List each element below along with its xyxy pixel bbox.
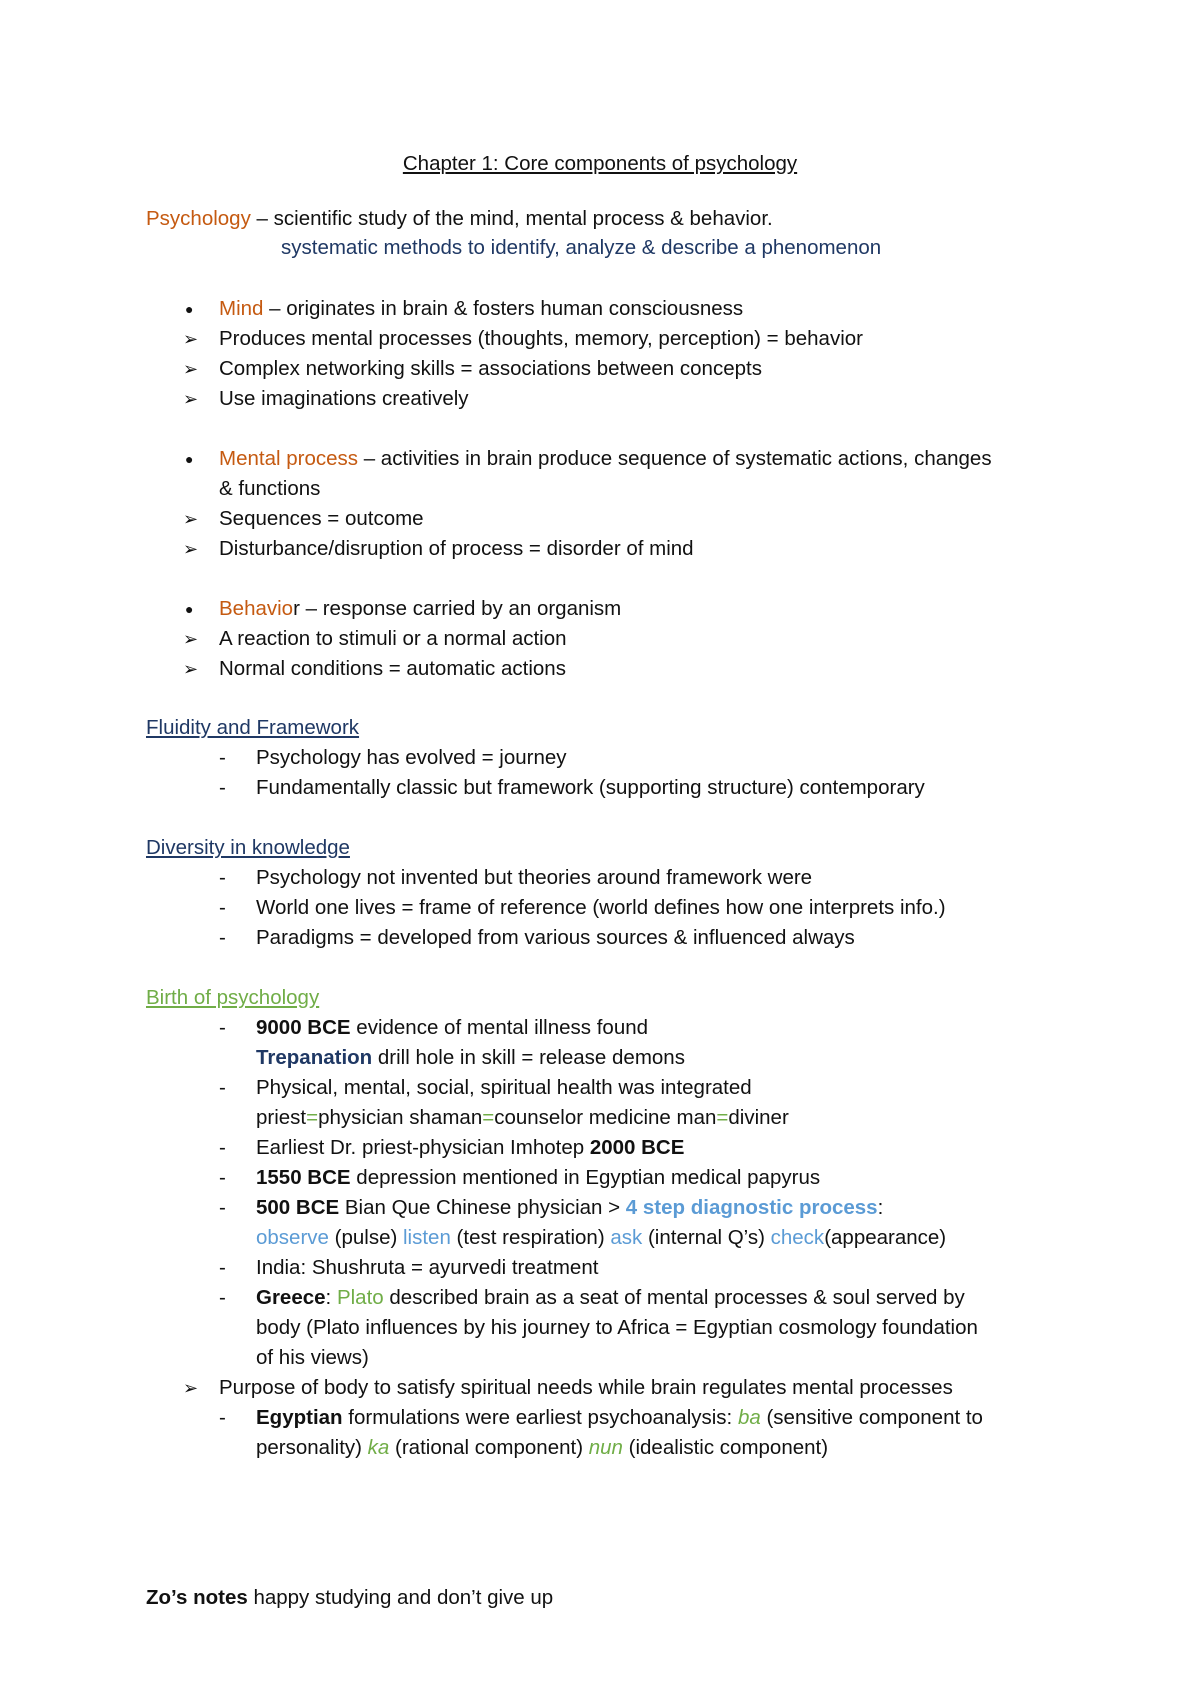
- egyptian-formulations: [256, 1406, 983, 1430]
- birth-item-integrated: Physical, mental, social, spiritual health was integrated: [256, 1076, 752, 1099]
- trepanation-term: Trepanation: [256, 1046, 373, 1069]
- item-text: described brain as a seat of mental processes & soul served by: [383, 1286, 965, 1309]
- dash-bullet: -: [219, 1076, 226, 1099]
- mental-process-definition: [219, 447, 992, 471]
- birth-item-500bce: [256, 1196, 883, 1220]
- mind-point: Produces mental processes (thoughts, memory, perception) = behavior: [219, 327, 863, 350]
- step-note: (internal Q’s): [642, 1226, 771, 1249]
- birth-item-imhotep: [256, 1136, 684, 1160]
- birth-item-greece-cont: body (Plato influences by his journey to Africa = Egyptian cosmology foundation: [256, 1316, 978, 1339]
- dash-bullet: -: [219, 1286, 226, 1309]
- item-text: evidence of mental illness found: [350, 1016, 649, 1039]
- birth-item-roles: [256, 1106, 789, 1130]
- ka-term: ka: [367, 1436, 390, 1459]
- arrow-bullet-icon: ➢: [183, 359, 199, 379]
- role-text: diviner: [728, 1106, 789, 1129]
- item-text: :: [877, 1196, 884, 1219]
- equals-sign: =: [716, 1106, 729, 1129]
- arrow-bullet-icon: ➢: [183, 629, 199, 649]
- behavior-def: – response carried by an organism: [299, 597, 622, 620]
- dash-bullet: -: [219, 1016, 226, 1039]
- birth-heading: Birth of psychology: [146, 986, 320, 1009]
- bullet-icon: ●: [185, 451, 194, 467]
- mental-process-def: – activities in brain produce sequence of systematic actions, changes: [358, 447, 992, 470]
- item-text: formulations were earliest psychoanalysis:: [342, 1406, 738, 1429]
- behavior-term-tail: r: [293, 597, 300, 620]
- dash-bullet: -: [219, 866, 226, 889]
- psychology-term: Psychology: [146, 207, 251, 230]
- footer-author: Zo’s notes: [146, 1586, 248, 1609]
- psychology-def: – scientific study of the mind, mental process & behavior.: [250, 207, 773, 230]
- diversity-point: Paradigms = developed from various sources & influenced always: [256, 926, 855, 949]
- arrow-bullet-icon: ➢: [183, 539, 199, 559]
- mind-def: – originates in brain & fosters human consciousness: [263, 297, 744, 320]
- role-text: physician shaman: [318, 1106, 483, 1129]
- dash-bullet: -: [219, 1406, 226, 1429]
- arrow-bullet-icon: ➢: [183, 509, 199, 529]
- diagnostic-steps: [256, 1226, 946, 1250]
- dash-bullet: -: [219, 1136, 226, 1159]
- behavior-term: Behavio: [219, 597, 294, 620]
- birth-item-greece: [256, 1286, 965, 1310]
- footer-note: [146, 1586, 553, 1610]
- item-text: drill hole in skill = release demons: [372, 1046, 685, 1069]
- bullet-icon: ●: [185, 301, 194, 317]
- diagnostic-process-term: 4 step diagnostic process: [625, 1196, 878, 1219]
- mind-point: Complex networking skills = associations between concepts: [219, 357, 762, 380]
- date-label: 9000 BCE: [256, 1016, 351, 1039]
- step-note: (pulse): [328, 1226, 403, 1249]
- bullet-icon: ●: [185, 601, 194, 617]
- role-text: priest: [256, 1106, 307, 1129]
- dash-bullet: -: [219, 1256, 226, 1279]
- item-text: :: [325, 1286, 337, 1309]
- birth-item-1550bce: [256, 1166, 820, 1190]
- behavior-point: A reaction to stimuli or a normal action: [219, 627, 567, 650]
- equals-sign: =: [306, 1106, 319, 1129]
- egyptian-label: Egyptian: [256, 1406, 343, 1429]
- item-text: (rational component): [389, 1436, 589, 1459]
- mental-process-def-cont: & functions: [219, 477, 321, 500]
- arrow-bullet-icon: ➢: [183, 1378, 199, 1398]
- plato-term: Plato: [336, 1286, 384, 1309]
- arrow-bullet-icon: ➢: [183, 329, 199, 349]
- equals-sign: =: [482, 1106, 495, 1129]
- diversity-point: Psychology not invented but theories around framework were: [256, 866, 813, 889]
- nun-term: nun: [588, 1436, 623, 1459]
- birth-item-trepanation: [256, 1046, 685, 1070]
- birth-item-9000bce: [256, 1016, 648, 1040]
- mental-process-point: Disturbance/disruption of process = disorder of mind: [219, 537, 694, 560]
- dash-bullet: -: [219, 1196, 226, 1219]
- psychology-definition: [146, 207, 773, 231]
- arrow-bullet-icon: ➢: [183, 659, 199, 679]
- page-title: Chapter 1: Core components of psychology: [402, 152, 798, 175]
- ba-term: ba: [737, 1406, 761, 1429]
- birth-item-greece-cont: of his views): [256, 1346, 369, 1369]
- purpose-point: Purpose of body to satisfy spiritual needs while brain regulates mental processes: [219, 1376, 953, 1399]
- step-word: check: [770, 1226, 825, 1249]
- birth-item-india: India: Shushruta = ayurvedi treatment: [256, 1256, 599, 1279]
- date-label: 500 BCE: [256, 1196, 340, 1219]
- step-note: (appearance): [824, 1226, 947, 1249]
- dash-bullet: -: [219, 776, 226, 799]
- step-note: (test respiration): [450, 1226, 611, 1249]
- greece-label: Greece: [256, 1286, 326, 1309]
- mind-point: Use imaginations creatively: [219, 387, 469, 410]
- role-text: counselor medicine man: [494, 1106, 717, 1129]
- item-text: (idealistic component): [622, 1436, 829, 1459]
- mind-term: Mind: [219, 297, 264, 320]
- dash-bullet: -: [219, 746, 226, 769]
- fluidity-heading: Fluidity and Framework: [146, 716, 360, 739]
- behavior-definition: [219, 597, 621, 621]
- date-label: 1550 BCE: [256, 1166, 351, 1189]
- fluidity-point: Fundamentally classic but framework (supporting structure) contemporary: [256, 776, 925, 799]
- egyptian-formulations-cont: [256, 1436, 828, 1460]
- arrow-bullet-icon: ➢: [183, 389, 199, 409]
- mental-process-term: Mental process: [219, 447, 359, 470]
- date-label: 2000 BCE: [589, 1136, 685, 1159]
- footer-text: happy studying and don’t give up: [247, 1586, 554, 1609]
- psychology-subdef: systematic methods to identify, analyze & describe a phenomenon: [281, 236, 882, 259]
- item-text: Bian Que Chinese physician >: [339, 1196, 626, 1219]
- dash-bullet: -: [219, 1166, 226, 1189]
- diversity-heading: Diversity in knowledge: [146, 836, 350, 859]
- step-word: observe: [256, 1226, 329, 1249]
- dash-bullet: -: [219, 896, 226, 919]
- dash-bullet: -: [219, 926, 226, 949]
- mind-definition: [219, 297, 743, 321]
- item-text: Earliest Dr. priest-physician Imhotep: [256, 1136, 590, 1159]
- step-word: listen: [403, 1226, 451, 1249]
- item-text: (sensitive component to: [760, 1406, 983, 1429]
- behavior-point: Normal conditions = automatic actions: [219, 657, 566, 680]
- step-word: ask: [610, 1226, 643, 1249]
- item-text: personality): [256, 1436, 368, 1459]
- fluidity-point: Psychology has evolved = journey: [256, 746, 567, 769]
- mental-process-point: Sequences = outcome: [219, 507, 424, 530]
- diversity-point: World one lives = frame of reference (world defines how one interprets info.): [256, 896, 946, 919]
- item-text: depression mentioned in Egyptian medical papyrus: [350, 1166, 821, 1189]
